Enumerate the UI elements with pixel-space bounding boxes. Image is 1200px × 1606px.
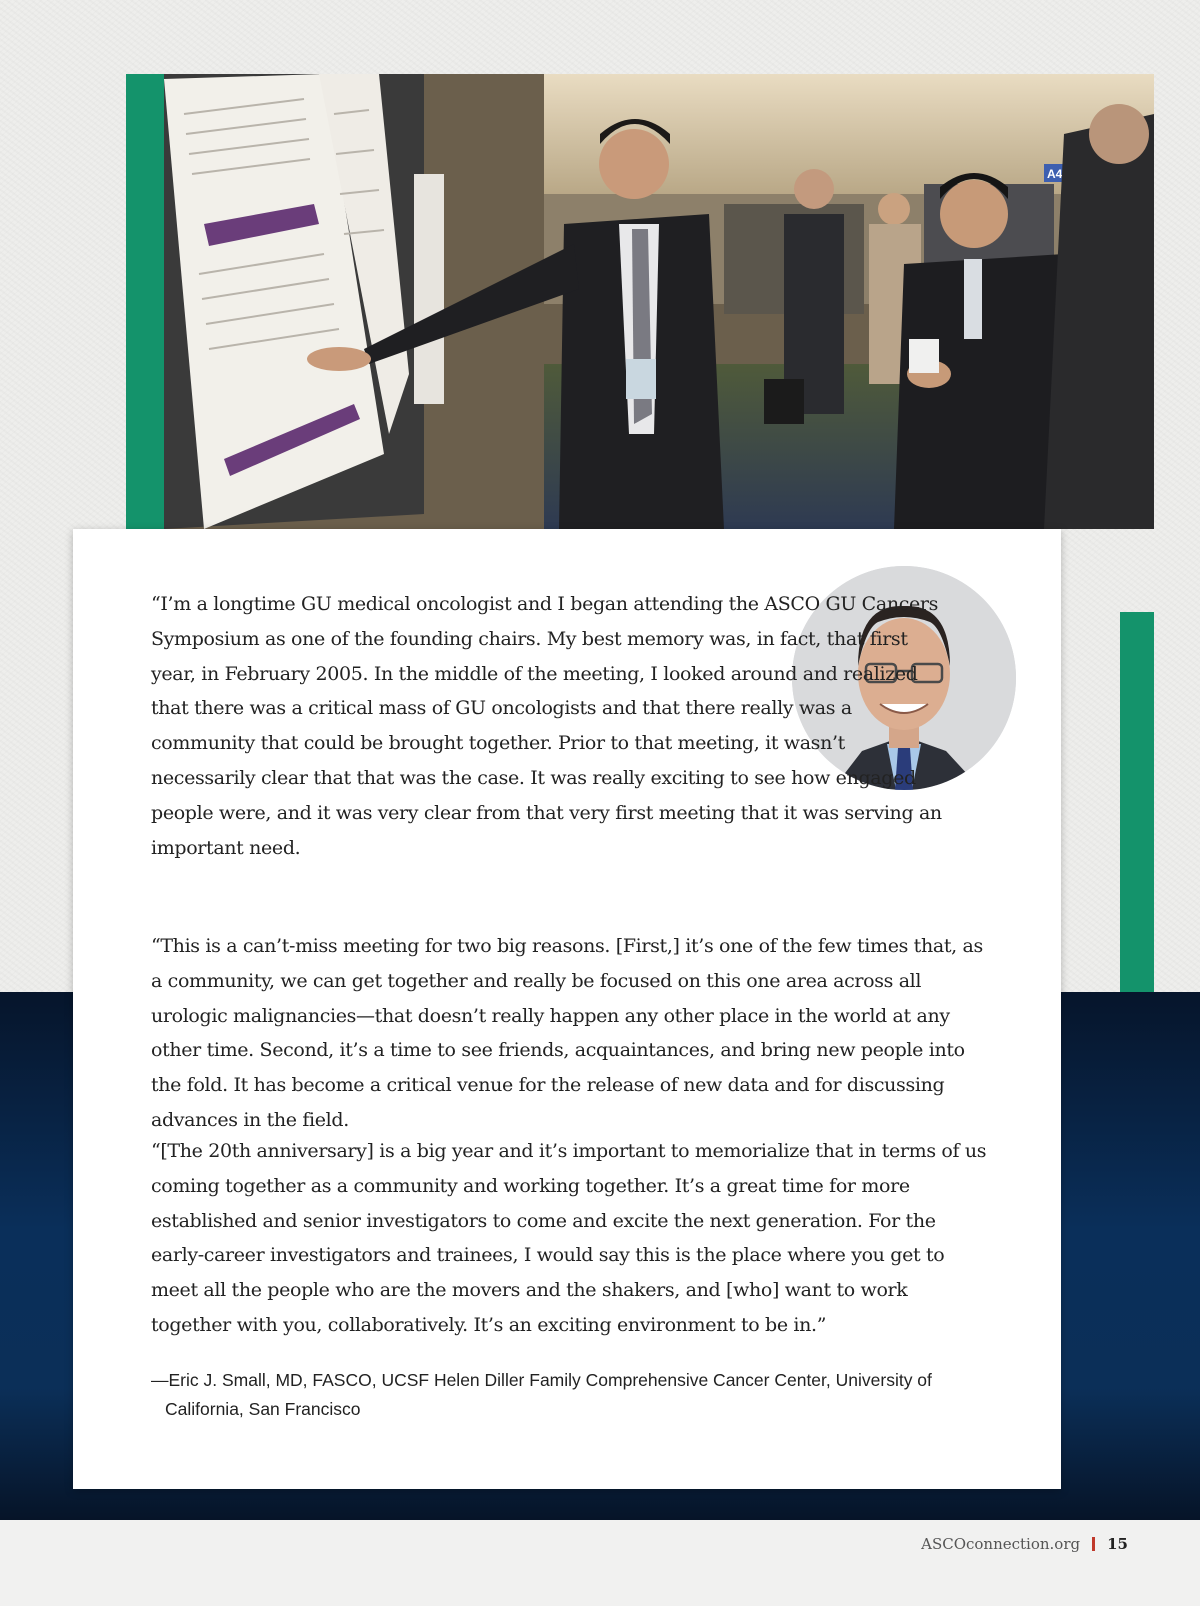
booth-sign-label: A4: [1047, 167, 1063, 181]
footer-site-link[interactable]: ASCOconnection.org: [921, 1535, 1081, 1553]
quote-paragraph-3: “[The 20th anniversary] is a big year and it’s important to memorialize that in terms of us coming together as a community and working together. It’s a great time for more established and senior investigators to come and excite the next generation. For the early-career investigators and trainees, I would say this is the place where you get to meet all the people who are the movers and the shakers, and [who] want to work together with you, collaboratively. It’s an exciting environment to be in.”: [151, 1140, 987, 1336]
poster-session-photo: [164, 74, 1154, 529]
page-footer: [921, 1530, 1128, 1558]
quote-attribution: —Eric J. Small, MD, FASCO, UCSF Helen Diller Family Comprehensive Cancer Center, University of California, San Francisco: [151, 1370, 932, 1419]
green-accent-right: [1120, 612, 1154, 992]
quote-paragraph-2: “This is a can’t-miss meeting for two big reasons. [First,] it’s one of the few times that, as a community, we can get together and really be focused on this one area across all urologic malignancies—that doesn’t really happen any other place in the world at any other time. Second, it’s a time to see friends, acquaintances, and bring new people into the fold. It has become a critical venue for the release of new data and for discussing advances in the field.: [151, 935, 983, 1131]
green-accent-left: [126, 74, 166, 529]
page-number: 15: [1107, 1535, 1128, 1553]
footer-separator: [1092, 1537, 1095, 1551]
quote-paragraph-1: “I’m a longtime GU medical oncologist and I began attending the ASCO GU Cancers Symposium as one of the founding chairs. My best memory was, in fact, that first year, in February 2005. In the middle of the meeting, I looked around and realized that there was a critical mass of GU oncologists and that there really was a community that could be brought together. Prior to that meeting, it wasn’t necessarily clear that that was the case. It was really exciting to see how engaged people were, and it was very clear from that very first meeting that it was serving an important need.: [151, 593, 942, 859]
